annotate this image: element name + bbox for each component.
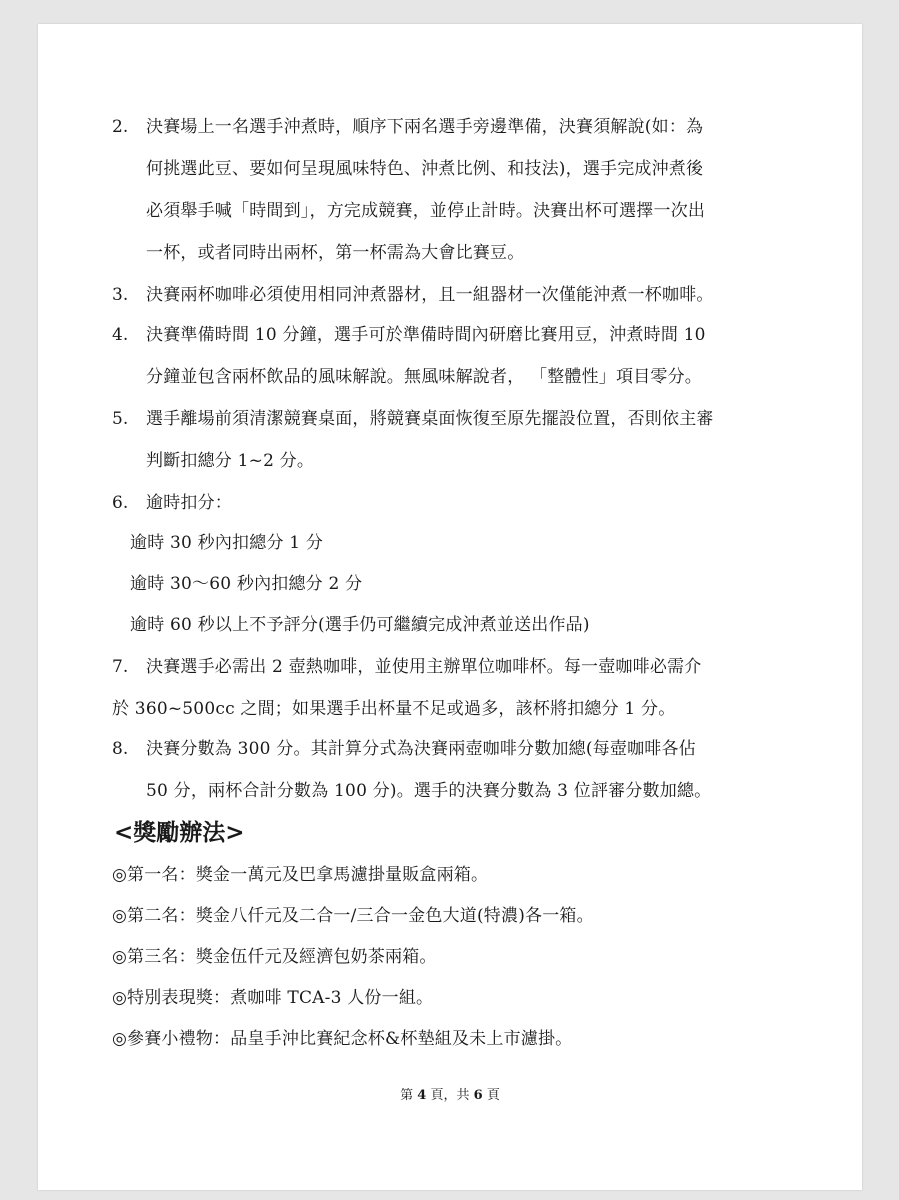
page-footer xyxy=(38,1087,862,1105)
award-item-third: ◎第三名：獎金伍仟元及經濟包奶茶兩箱。 xyxy=(112,947,437,967)
footer-prefix: 第 xyxy=(400,1088,414,1103)
item-number: 3. xyxy=(112,285,129,305)
item-4-line-2: 分鐘並包含兩杯飲品的風味解說。無風味解說者， 「整體性」項目零分。 xyxy=(146,367,703,387)
item-8-line-2: 50 分，兩杯合計分數為 100 分)。選手的決賽分數為 3 位評審分數加總。 xyxy=(146,781,712,801)
awards-heading: <獎勵辦法> xyxy=(114,819,245,846)
document-page xyxy=(38,24,862,1190)
item-2-line-4: 一杯，或者同時出兩杯，第一杯需為大會比賽豆。 xyxy=(146,243,525,263)
item-8-line-1: 決賽分數為 300 分。其計算分式為決賽兩壺咖啡分數加總(每壺咖啡各佔 xyxy=(146,739,696,759)
item-number: 8. xyxy=(112,739,129,759)
item-6-line-1: 逾時扣分： xyxy=(146,493,232,513)
item-number: 7. xyxy=(112,657,129,677)
footer-suffix: 頁 xyxy=(486,1088,500,1103)
overtime-rule-3: 逾時 60 秒以上不予評分(選手仍可繼續完成沖煮並送出作品) xyxy=(130,615,590,635)
item-number: 6. xyxy=(112,493,129,513)
current-page-number: 4 xyxy=(417,1088,427,1103)
item-5-line-2: 判斷扣總分 1~2 分。 xyxy=(146,451,315,471)
item-number: 2. xyxy=(112,117,129,137)
item-7-line-1: 決賽選手必需出 2 壺熱咖啡，並使用主辦單位咖啡杯。每一壺咖啡必需介 xyxy=(146,657,702,677)
footer-middle: 頁，共 xyxy=(430,1088,470,1103)
item-3-line-1: 決賽兩杯咖啡必須使用相同沖煮器材，且一組器材一次僅能沖煮一杯咖啡。 xyxy=(146,285,714,305)
award-item-second: ◎第二名：獎金八仟元及二合一/三合一金色大道(特濃)各一箱。 xyxy=(112,906,594,926)
overtime-rule-2: 逾時 30～60 秒內扣總分 2 分 xyxy=(130,574,363,594)
total-page-number: 6 xyxy=(473,1088,483,1103)
item-7-line-2: 於 360~500cc 之間；如果選手出杯量不足或過多，該杯將扣總分 1 分。 xyxy=(112,699,676,719)
award-item-first: ◎第一名：獎金一萬元及巴拿馬濾掛量販盒兩箱。 xyxy=(112,865,489,885)
item-number: 4. xyxy=(112,325,129,345)
item-2-line-2: 何挑選此豆、要如何呈現風味特色、沖煮比例、和技法)，選手完成沖煮後 xyxy=(146,159,704,179)
item-2-line-3: 必須舉手喊「時間到」，方完成競賽，並停止計時。決賽出杯可選擇一次出 xyxy=(146,201,706,221)
overtime-rule-1: 逾時 30 秒內扣總分 1 分 xyxy=(130,533,324,553)
item-5-line-1: 選手離場前須清潔競賽桌面，將競賽桌面恢復至原先擺設位置，否則依主審 xyxy=(146,409,714,429)
item-4-line-1: 決賽準備時間 10 分鐘，選手可於準備時間內研磨比賽用豆，沖煮時間 10 xyxy=(146,325,706,345)
award-item-special: ◎特別表現獎：煮咖啡 TCA-3 人份一組。 xyxy=(112,988,434,1008)
item-2-line-1: 決賽場上一名選手沖煮時，順序下兩名選手旁邊準備，決賽須解說(如：為 xyxy=(146,117,704,137)
item-number: 5. xyxy=(112,409,129,429)
award-item-gift: ◎參賽小禮物：品皇手沖比賽紀念杯&杯墊組及未上市濾掛。 xyxy=(112,1029,573,1049)
